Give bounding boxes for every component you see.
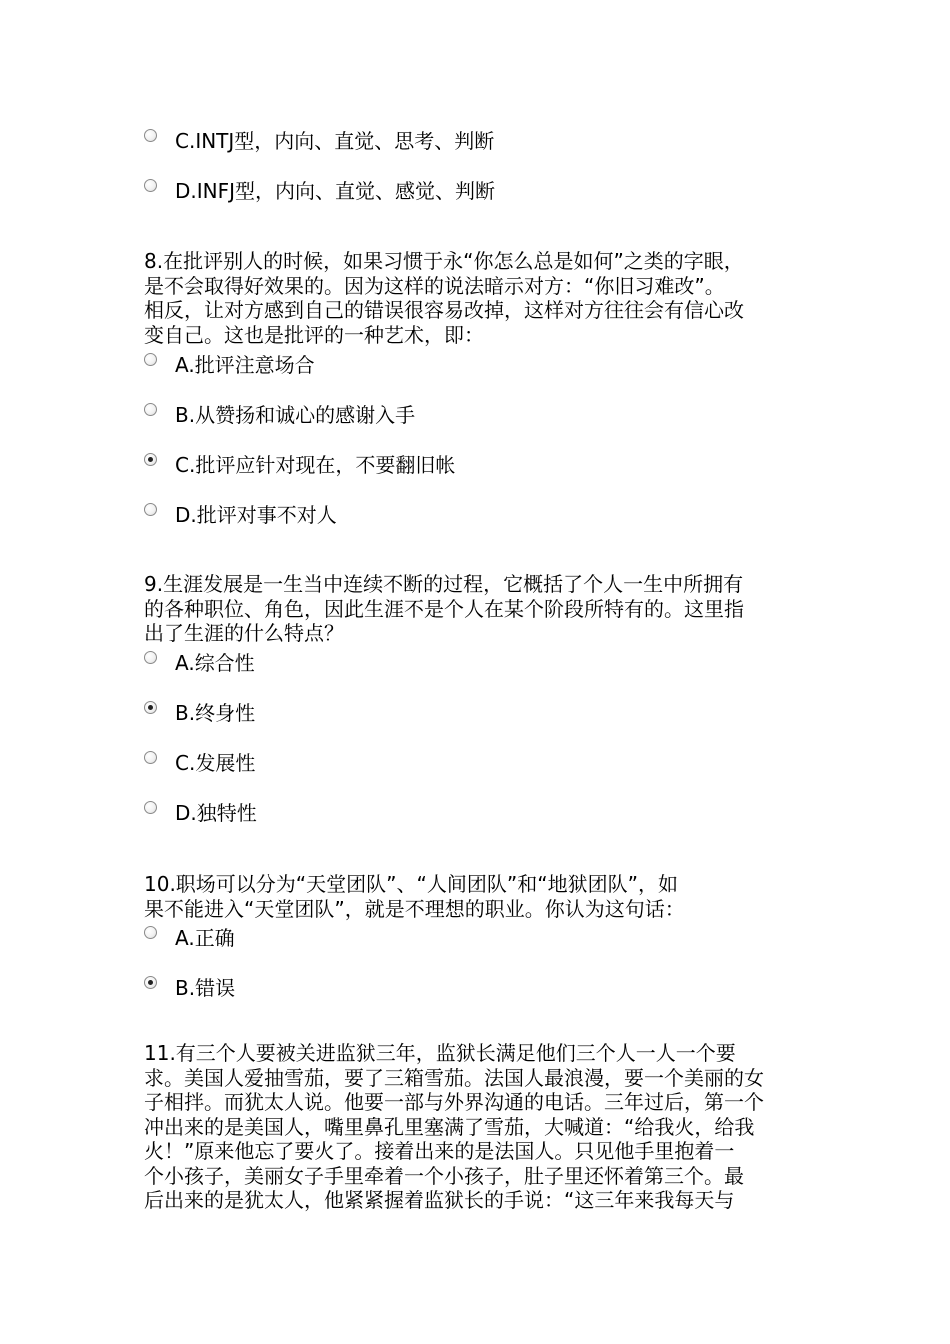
q9-option-b-radio[interactable] bbox=[144, 701, 157, 714]
q8-line: 8.在批评别人的时候，如果习惯于永“你怎么总是如何”之类的字眼， bbox=[144, 249, 744, 273]
q9-question-text bbox=[144, 572, 814, 646]
q9-option-b[interactable] bbox=[144, 700, 255, 726]
q7-option-d-radio[interactable] bbox=[144, 179, 157, 192]
q10-option-b[interactable] bbox=[144, 975, 235, 1001]
q10-question-text bbox=[144, 872, 814, 921]
q9-option-d-label: D.独特性 bbox=[175, 801, 257, 825]
q9-option-c-radio[interactable] bbox=[144, 751, 157, 764]
q8-option-c-label: C.批评应针对现在，不要翻旧帐 bbox=[175, 453, 456, 477]
q11-line: 求。美国人爱抽雪茄，要了三箱雪茄。法国人最浪漫，要一个美丽的女 bbox=[144, 1065, 764, 1090]
q10-option-b-radio[interactable] bbox=[144, 976, 157, 989]
q8-option-d-radio[interactable] bbox=[144, 503, 157, 516]
q8-line: 变自己。这也是批评的一种艺术，即： bbox=[144, 322, 484, 347]
q9-line: 9.生涯发展是一生当中连续不断的过程，它概括了个人一生中所拥有 bbox=[144, 572, 744, 596]
q8-option-d-label: D.批评对事不对人 bbox=[175, 503, 337, 527]
q8-option-a-radio[interactable] bbox=[144, 353, 157, 366]
q10-option-a[interactable] bbox=[144, 925, 235, 951]
q7-option-c-radio[interactable] bbox=[144, 129, 157, 142]
q9-option-a[interactable] bbox=[144, 650, 255, 676]
q9-option-d-radio[interactable] bbox=[144, 801, 157, 814]
q8-line: 相反，让对方感到自己的错误很容易改掉，这样对方往往会有信心改 bbox=[144, 298, 744, 322]
q8-option-a-label: A.批评注意场合 bbox=[175, 353, 315, 377]
q11-question-text bbox=[144, 1041, 814, 1213]
q8-question-text bbox=[144, 249, 814, 347]
q9-option-c[interactable] bbox=[144, 750, 255, 776]
q11-line: 后出来的是犹太人，他紧紧握着监狱长的手说：“这三年来我每天与 bbox=[144, 1188, 735, 1212]
q9-option-c-label: C.发展性 bbox=[175, 751, 256, 775]
q8-option-b-radio[interactable] bbox=[144, 403, 157, 416]
q8-line: 是不会取得好效果的。因为这样的说法暗示对方：“你旧习难改”。 bbox=[144, 273, 725, 298]
q10-line: 果不能进入“天堂团队”，就是不理想的职业。你认为这句话： bbox=[144, 896, 685, 921]
q8-option-d[interactable] bbox=[144, 502, 337, 528]
q11-line: 冲出来的是美国人，嘴里鼻孔里塞满了雪茄，大喊道：“给我火，给我 bbox=[144, 1114, 755, 1139]
q8-option-c-radio[interactable] bbox=[144, 453, 157, 466]
q9-option-d[interactable] bbox=[144, 800, 257, 826]
q7-option-d-label: D.INFJ型，内向、直觉、感觉、判断 bbox=[175, 179, 496, 203]
q7-option-d[interactable] bbox=[144, 178, 495, 204]
q8-option-c[interactable] bbox=[144, 452, 455, 478]
q9-line: 出了生涯的什么特点？ bbox=[144, 621, 344, 645]
q8-option-a[interactable] bbox=[144, 352, 315, 378]
q9-option-a-radio[interactable] bbox=[144, 651, 157, 664]
q7-option-c[interactable] bbox=[144, 128, 494, 154]
q9-option-a-label: A.综合性 bbox=[175, 651, 255, 675]
q9-option-b-label: B.终身性 bbox=[175, 701, 256, 725]
q10-option-a-radio[interactable] bbox=[144, 926, 157, 939]
q8-option-b-label: B.从赞扬和诚心的感谢入手 bbox=[175, 403, 416, 427]
q11-line: 火！”原来他忘了要火了。接着出来的是法国人。只见他手里抱着一 bbox=[144, 1139, 735, 1163]
q7-option-c-label: C.INTJ型，内向、直觉、思考、判断 bbox=[175, 129, 495, 153]
q11-line: 11.有三个人要被关进监狱三年，监狱长满足他们三个人一人一个要 bbox=[144, 1041, 736, 1065]
q11-line: 子相拌。而犹太人说。他要一部与外界沟通的电话。三年过后，第一个 bbox=[144, 1090, 764, 1114]
q10-line: 10.职场可以分为“天堂团队”、“人间团队”和“地狱团队”，如 bbox=[144, 872, 678, 896]
q10-option-a-label: A.正确 bbox=[175, 926, 235, 950]
q9-line: 的各种职位、角色，因此生涯不是个人在某个阶段所特有的。这里指 bbox=[144, 596, 744, 621]
q8-option-b[interactable] bbox=[144, 402, 415, 428]
q10-option-b-label: B.错误 bbox=[175, 976, 236, 1000]
q11-line: 个小孩子，美丽女子手里牵着一个小孩子，肚子里还怀着第三个。最 bbox=[144, 1163, 744, 1188]
